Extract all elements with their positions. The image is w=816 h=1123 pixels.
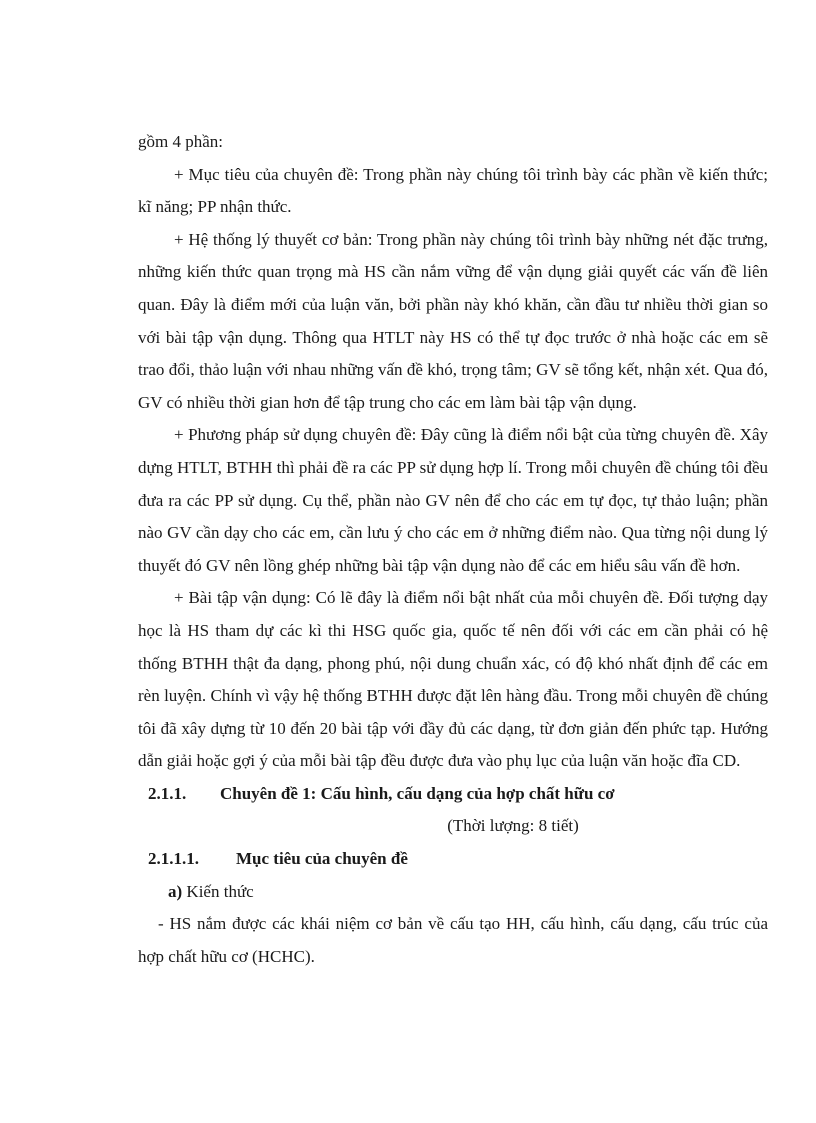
subsection-title: Mục tiêu của chuyên đề	[236, 849, 408, 869]
document-page	[138, 126, 768, 973]
paragraph-usage-method: + Phương pháp sử dụng chuyên đề: Đây cũng là điểm nổi bật của từng chuyên đề. Xây dựng HTLT, BTHH thì phải đề ra các PP sử dụng hợp lí. Trong mỗi chuyên đề chúng tôi đều đưa ra các PP sử dụng. Cụ thể, phần nào GV nên để cho các em tự đọc, tự thảo luận; phần nào GV cần dạy cho các em, cần lưu ý cho các em ở những điểm nào. Qua từng nội dung lý thuyết đó GV nên lồng ghép những bài tập vận dụng nào để các em hiểu sâu vấn đề hơn.	[138, 425, 768, 575]
section-heading-2-1-1	[138, 778, 768, 811]
section-duration: (Thời lượng: 8 tiết)	[447, 816, 579, 836]
subsection-a-label: a)	[168, 881, 183, 901]
subsection-a-title: Kiến thức	[186, 881, 254, 901]
paragraph-intro: gồm 4 phần:	[138, 132, 223, 151]
subsection-a-heading	[138, 876, 768, 909]
paragraph-applied-exercises: + Bài tập vận dụng: Có lẽ đây là điểm nổi bật nhất của mỗi chuyên đề. Đối tượng dạy học là HS tham dự các kì thi HSG quốc gia, quốc tế nên đối với các em cần phải có hệ thống BTHH thật đa dạng, phong phú, nội dung chuẩn xác, có độ khó nhất định để các em rèn luyện. Chính vì vậy hệ thống BTHH được đặt lên hàng đầu. Trong mỗi chuyên đề chúng tôi đã xây dựng từ 10 đến 20 bài tập với đầy đủ các dạng, từ đơn giản đến phức tạp. Hướng dẫn giải hoặc gợi ý của mỗi bài tập đều được đưa vào phụ lục của luận văn hoặc đĩa CD.	[138, 588, 768, 771]
section-heading-2-1-1-1	[138, 843, 768, 876]
section-title: Chuyên đề 1: Cấu hình, cấu dạng của hợp chất hữu cơ	[220, 783, 615, 803]
subsection-number: 2.1.1.1.	[148, 849, 199, 869]
bullet-item-knowledge: - HS nắm được các khái niệm cơ bản về cấu tạo HH, cấu hình, cấu dạng, cấu trúc của hợp chất hữu cơ (HCHC).	[138, 914, 768, 966]
section-number: 2.1.1.	[148, 783, 187, 803]
paragraph-objectives: + Mục tiêu của chuyên đề: Trong phần này chúng tôi trình bày các phần về kiến thức; kĩ năng; PP nhận thức.	[138, 164, 768, 217]
paragraph-theory-system: + Hệ thống lý thuyết cơ bản: Trong phần này chúng tôi trình bày những nét đặc trưng, những kiến thức quan trọng mà HS cần nắm vững để vận dụng giải quyết các vấn đề liên quan. Đây là điểm mới của luận văn, bởi phần này khó khăn, cần đầu tư nhiều thời gian so với bài tập vận dụng. Thông qua HTLT này HS có thể tự đọc trước ở nhà hoặc các em sẽ trao đổi, thảo luận với nhau những vấn đề khó, trọng tâm; GV sẽ tổng kết, nhận xét. Qua đó, GV có nhiều thời gian hơn để tập trung cho các em làm bài tập vận dụng.	[138, 229, 768, 412]
